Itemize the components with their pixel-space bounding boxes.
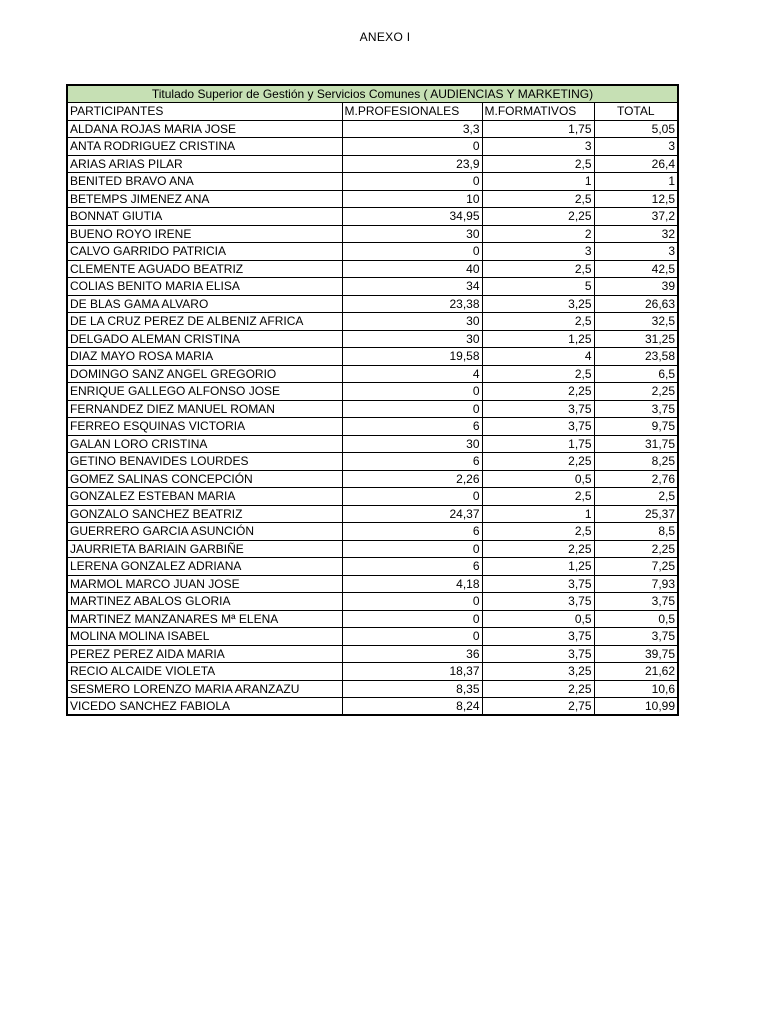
- cell-total: 8,5: [594, 523, 678, 541]
- cell-total: 26,63: [594, 295, 678, 313]
- cell-m-formativos: 3,75: [482, 593, 594, 611]
- cell-participante: DE LA CRUZ PEREZ DE ALBENIZ AFRICA: [67, 313, 342, 331]
- table-row: [67, 593, 678, 611]
- cell-participante: MOLINA MOLINA ISABEL: [67, 628, 342, 646]
- cell-total: 39,75: [594, 645, 678, 663]
- table-row: [67, 225, 678, 243]
- cell-m-formativos: 3: [482, 138, 594, 156]
- cell-total: 1: [594, 173, 678, 191]
- cell-participante: BUENO ROYO IRENE: [67, 225, 342, 243]
- cell-m-profesionales: 6: [342, 453, 482, 471]
- table-row: [67, 120, 678, 138]
- cell-total: 3: [594, 243, 678, 261]
- cell-m-profesionales: 0: [342, 628, 482, 646]
- cell-m-profesionales: 0: [342, 610, 482, 628]
- table-banner-row: [67, 85, 678, 103]
- cell-m-formativos: 2,5: [482, 365, 594, 383]
- cell-m-profesionales: 3,3: [342, 120, 482, 138]
- cell-m-formativos: 3: [482, 243, 594, 261]
- cell-m-formativos: 1,75: [482, 120, 594, 138]
- cell-participante: MARTINEZ MANZANARES Mª ELENA: [67, 610, 342, 628]
- cell-m-formativos: 0,5: [482, 470, 594, 488]
- cell-total: 2,25: [594, 383, 678, 401]
- cell-m-profesionales: 34: [342, 278, 482, 296]
- cell-m-profesionales: 0: [342, 400, 482, 418]
- cell-participante: BENITED BRAVO ANA: [67, 173, 342, 191]
- header-m-profesionales: M.PROFESIONALES: [342, 103, 482, 121]
- table-row: [67, 138, 678, 156]
- cell-participante: GONZALEZ ESTEBAN MARIA: [67, 488, 342, 506]
- cell-m-formativos: 3,75: [482, 400, 594, 418]
- cell-m-formativos: 0,5: [482, 610, 594, 628]
- cell-m-profesionales: 6: [342, 418, 482, 436]
- cell-m-profesionales: 4,18: [342, 575, 482, 593]
- cell-total: 21,62: [594, 663, 678, 681]
- table-row: [67, 628, 678, 646]
- cell-m-profesionales: 0: [342, 383, 482, 401]
- cell-m-formativos: 3,25: [482, 663, 594, 681]
- cell-participante: GOMEZ SALINAS CONCEPCIÓN: [67, 470, 342, 488]
- cell-m-formativos: 2,5: [482, 155, 594, 173]
- table-row: [67, 155, 678, 173]
- cell-m-profesionales: 30: [342, 435, 482, 453]
- cell-m-profesionales: 10: [342, 190, 482, 208]
- cell-participante: GONZALO SANCHEZ BEATRIZ: [67, 505, 342, 523]
- cell-participante: GUERRERO GARCIA ASUNCIÓN: [67, 523, 342, 541]
- cell-m-profesionales: 30: [342, 225, 482, 243]
- cell-total: 32: [594, 225, 678, 243]
- header-m-formativos: M.FORMATIVOS: [482, 103, 594, 121]
- cell-m-profesionales: 0: [342, 243, 482, 261]
- cell-participante: VICEDO SANCHEZ FABIOLA: [67, 698, 342, 716]
- cell-total: 31,75: [594, 435, 678, 453]
- cell-m-formativos: 3,75: [482, 575, 594, 593]
- cell-participante: DE BLAS GAMA ALVARO: [67, 295, 342, 313]
- cell-total: 7,25: [594, 558, 678, 576]
- table-row: [67, 645, 678, 663]
- cell-participante: LERENA GONZALEZ ADRIANA: [67, 558, 342, 576]
- table-banner: Titulado Superior de Gestión y Servicios Comunes ( AUDIENCIAS Y MARKETING): [67, 85, 678, 103]
- cell-participante: GALAN LORO CRISTINA: [67, 435, 342, 453]
- table-row: [67, 243, 678, 261]
- cell-m-formativos: 4: [482, 348, 594, 366]
- cell-m-formativos: 2: [482, 225, 594, 243]
- cell-m-formativos: 2,25: [482, 453, 594, 471]
- header-participantes: PARTICIPANTES: [67, 103, 342, 121]
- table-row: [67, 313, 678, 331]
- cell-m-profesionales: 18,37: [342, 663, 482, 681]
- cell-m-formativos: 2,75: [482, 698, 594, 716]
- table-row: [67, 663, 678, 681]
- cell-m-formativos: 1,25: [482, 330, 594, 348]
- cell-participante: COLIAS BENITO MARIA ELISA: [67, 278, 342, 296]
- cell-m-formativos: 2,5: [482, 523, 594, 541]
- cell-m-formativos: 2,25: [482, 208, 594, 226]
- cell-participante: FERREO ESQUINAS VICTORIA: [67, 418, 342, 436]
- cell-m-profesionales: 0: [342, 138, 482, 156]
- table-row: [67, 698, 678, 716]
- table-row: [67, 610, 678, 628]
- cell-participante: FERNANDEZ DIEZ MANUEL ROMAN: [67, 400, 342, 418]
- table-row: [67, 523, 678, 541]
- cell-m-profesionales: 4: [342, 365, 482, 383]
- cell-m-formativos: 1,75: [482, 435, 594, 453]
- cell-m-profesionales: 30: [342, 330, 482, 348]
- cell-m-profesionales: 8,35: [342, 680, 482, 698]
- cell-total: 0,5: [594, 610, 678, 628]
- cell-m-profesionales: 23,38: [342, 295, 482, 313]
- cell-m-profesionales: 0: [342, 593, 482, 611]
- cell-participante: ALDANA ROJAS MARIA JOSE: [67, 120, 342, 138]
- cell-total: 2,5: [594, 488, 678, 506]
- cell-m-profesionales: 8,24: [342, 698, 482, 716]
- cell-participante: PEREZ PEREZ AIDA MARIA: [67, 645, 342, 663]
- cell-m-formativos: 2,25: [482, 680, 594, 698]
- table-row: [67, 260, 678, 278]
- cell-m-profesionales: 36: [342, 645, 482, 663]
- table-header-row: [67, 103, 678, 121]
- cell-total: 6,5: [594, 365, 678, 383]
- cell-participante: RECIO ALCAIDE VIOLETA: [67, 663, 342, 681]
- table-row: [67, 295, 678, 313]
- cell-total: 32,5: [594, 313, 678, 331]
- cell-participante: SESMERO LORENZO MARIA ARANZAZU: [67, 680, 342, 698]
- cell-total: 2,25: [594, 540, 678, 558]
- table-row: [67, 453, 678, 471]
- cell-m-formativos: 2,5: [482, 260, 594, 278]
- table-row: [67, 383, 678, 401]
- cell-total: 5,05: [594, 120, 678, 138]
- cell-total: 3,75: [594, 593, 678, 611]
- cell-m-profesionales: 6: [342, 558, 482, 576]
- cell-m-profesionales: 30: [342, 313, 482, 331]
- cell-m-formativos: 3,25: [482, 295, 594, 313]
- cell-participante: MARTINEZ ABALOS GLORIA: [67, 593, 342, 611]
- header-total: TOTAL: [594, 103, 678, 121]
- cell-m-profesionales: 19,58: [342, 348, 482, 366]
- cell-total: 25,37: [594, 505, 678, 523]
- cell-total: 2,76: [594, 470, 678, 488]
- cell-m-profesionales: 0: [342, 488, 482, 506]
- table-row: [67, 278, 678, 296]
- cell-m-formativos: 3,75: [482, 628, 594, 646]
- cell-participante: GETINO BENAVIDES LOURDES: [67, 453, 342, 471]
- participants-table: [66, 84, 679, 716]
- cell-total: 3,75: [594, 400, 678, 418]
- cell-m-profesionales: 6: [342, 523, 482, 541]
- cell-m-profesionales: 23,9: [342, 155, 482, 173]
- cell-participante: DOMINGO SANZ ANGEL GREGORIO: [67, 365, 342, 383]
- cell-total: 10,99: [594, 698, 678, 716]
- cell-participante: DELGADO ALEMAN CRISTINA: [67, 330, 342, 348]
- table-body: [67, 85, 678, 715]
- cell-participante: MARMOL MARCO JUAN JOSE: [67, 575, 342, 593]
- cell-total: 12,5: [594, 190, 678, 208]
- cell-total: 3,75: [594, 628, 678, 646]
- cell-m-formativos: 2,5: [482, 488, 594, 506]
- table-row: [67, 208, 678, 226]
- cell-total: 7,93: [594, 575, 678, 593]
- cell-m-formativos: 3,75: [482, 645, 594, 663]
- table-row: [67, 558, 678, 576]
- cell-participante: ARIAS ARIAS PILAR: [67, 155, 342, 173]
- cell-total: 9,75: [594, 418, 678, 436]
- cell-total: 31,25: [594, 330, 678, 348]
- cell-total: 26,4: [594, 155, 678, 173]
- cell-total: 3: [594, 138, 678, 156]
- cell-total: 37,2: [594, 208, 678, 226]
- cell-participante: ANTA RODRIGUEZ CRISTINA: [67, 138, 342, 156]
- cell-participante: BONNAT GIUTIA: [67, 208, 342, 226]
- table-row: [67, 348, 678, 366]
- cell-m-profesionales: 0: [342, 173, 482, 191]
- cell-participante: ENRIQUE GALLEGO ALFONSO JOSE: [67, 383, 342, 401]
- table-row: [67, 680, 678, 698]
- table-row: [67, 365, 678, 383]
- cell-m-formativos: 2,25: [482, 383, 594, 401]
- table-row: [67, 190, 678, 208]
- cell-participante: BETEMPS JIMENEZ ANA: [67, 190, 342, 208]
- cell-m-formativos: 2,5: [482, 313, 594, 331]
- cell-m-profesionales: 2,26: [342, 470, 482, 488]
- cell-total: 8,25: [594, 453, 678, 471]
- cell-total: 39: [594, 278, 678, 296]
- cell-m-formativos: 1: [482, 505, 594, 523]
- cell-m-profesionales: 24,37: [342, 505, 482, 523]
- table-row: [67, 418, 678, 436]
- cell-m-formativos: 3,75: [482, 418, 594, 436]
- table-row: [67, 488, 678, 506]
- cell-m-profesionales: 34,95: [342, 208, 482, 226]
- cell-participante: JAURRIETA BARIAIN GARBIÑE: [67, 540, 342, 558]
- cell-participante: DIAZ MAYO ROSA MARIA: [67, 348, 342, 366]
- cell-m-profesionales: 0: [342, 540, 482, 558]
- cell-total: 10,6: [594, 680, 678, 698]
- table-row: [67, 400, 678, 418]
- table-row: [67, 330, 678, 348]
- cell-total: 42,5: [594, 260, 678, 278]
- table-row: [67, 575, 678, 593]
- table-row: [67, 470, 678, 488]
- cell-m-formativos: 2,5: [482, 190, 594, 208]
- cell-m-formativos: 1: [482, 173, 594, 191]
- cell-participante: CALVO GARRIDO PATRICIA: [67, 243, 342, 261]
- cell-total: 23,58: [594, 348, 678, 366]
- table-row: [67, 540, 678, 558]
- cell-m-formativos: 1,25: [482, 558, 594, 576]
- cell-m-formativos: 2,25: [482, 540, 594, 558]
- cell-m-formativos: 5: [482, 278, 594, 296]
- cell-m-profesionales: 40: [342, 260, 482, 278]
- cell-participante: CLEMENTE AGUADO BEATRIZ: [67, 260, 342, 278]
- table-row: [67, 173, 678, 191]
- table-row: [67, 435, 678, 453]
- table-row: [67, 505, 678, 523]
- document-title: ANEXO I: [359, 30, 411, 44]
